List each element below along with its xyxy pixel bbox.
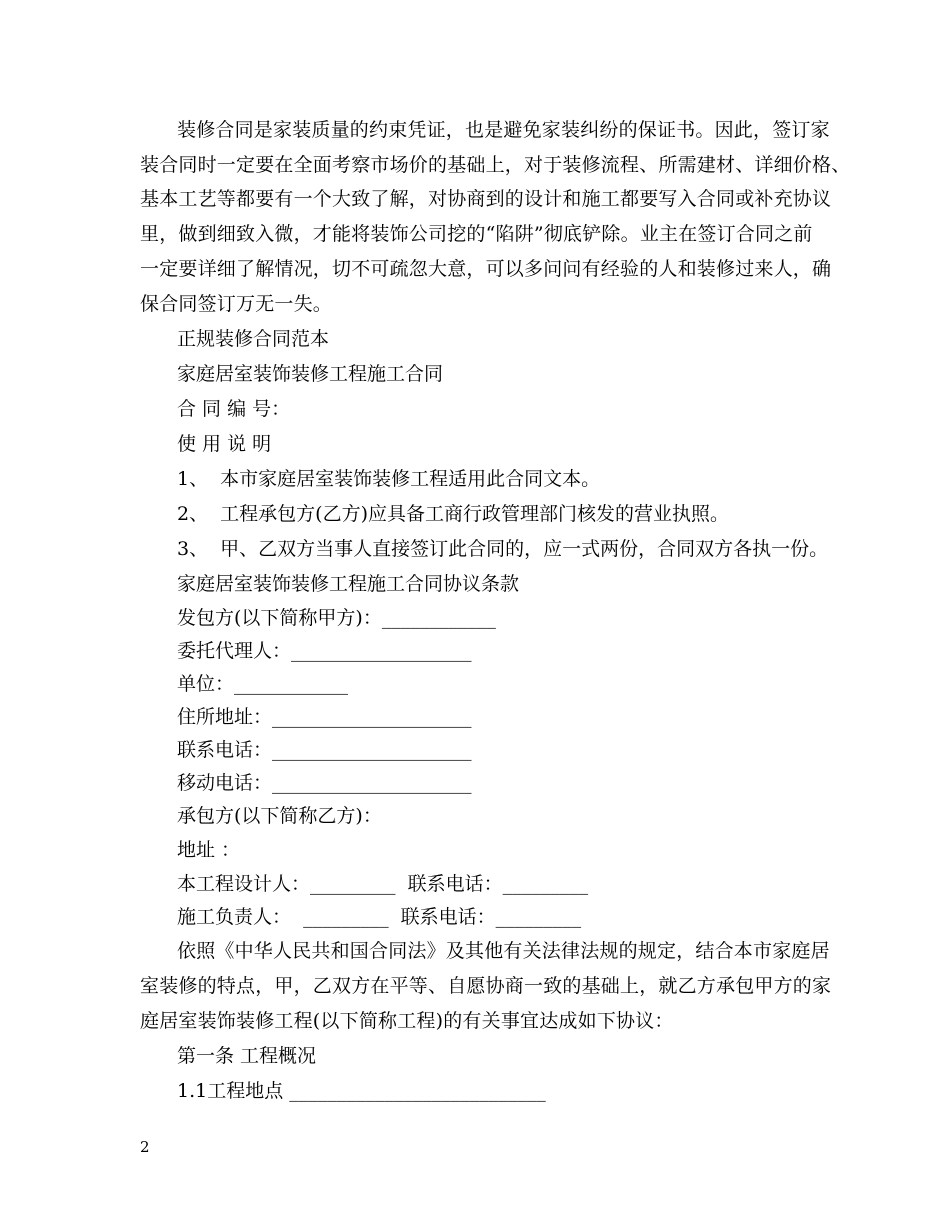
heading-model: 正规装修合同范本	[177, 328, 330, 350]
usage-item: 2、 工程承包方(乙方)应具备工商行政管理部门核发的营业执照。	[177, 503, 729, 525]
intro-line: 里，做到细致入微，才能将装饰公司挖的“陷阱”彻底铲除。业主在签订合同之前	[140, 223, 813, 245]
intro-line: 保合同签订万无一失。	[140, 293, 333, 315]
basis-line: 庭居室装饰装修工程(以下简称工程)的有关事宜达成如下协议：	[140, 1010, 674, 1032]
article-1-title: 第一条 工程概况	[177, 1045, 317, 1067]
field-unit: 单位：____________	[177, 673, 349, 695]
intro-line: 基本工艺等都要有一个大致了解，对协商到的设计和施工都要写入合同或补充协议	[140, 188, 832, 210]
usage-title: 使 用 说 明	[177, 433, 272, 455]
usage-item: 3、 甲、乙双方当事人直接签订此合同的，应一式两份，合同双方各执一份。	[177, 538, 829, 560]
field-mobile: 移动电话：_____________________	[177, 772, 472, 794]
field-b-address: 地址 ：	[177, 839, 241, 861]
article-1-1: 1.1工程地点 ___________________________	[177, 1080, 546, 1102]
intro-line: 装修合同是家装质量的约束凭证，也是避免家装纠纷的保证书。因此，签订家	[177, 119, 830, 141]
field-agent: 委托代理人：___________________	[177, 640, 472, 662]
field-address: 住所地址：_____________________	[177, 706, 472, 728]
agreement-title: 家庭居室装饰装修工程施工合同协议条款	[177, 573, 520, 595]
basis-line: 依照《中华人民共和国合同法》及其他有关法律法规的规定，结合本市家庭居	[177, 940, 830, 962]
contract-number-label: 合 同 编 号：	[177, 398, 291, 420]
heading-contract: 家庭居室装饰装修工程施工合同	[177, 363, 444, 385]
field-designer: 本工程设计人：_________ 联系电话：_________	[177, 873, 589, 895]
basis-line: 室装修的特点，甲，乙双方在平等、自愿协商一致的基础上，就乙方承包甲方的家	[140, 975, 832, 997]
field-party-a: 发包方(以下简称甲方)：____________	[177, 607, 496, 629]
field-phone: 联系电话：_____________________	[177, 739, 472, 761]
field-construction-lead: 施工负责人： _________ 联系电话：_________	[177, 906, 582, 928]
field-party-b: 承包方(以下简称乙方)：	[177, 805, 382, 827]
usage-item: 1、 本市家庭居室装饰装修工程适用此合同文本。	[177, 468, 601, 490]
intro-line: 一定要详细了解情况，切不可疏忽大意，可以多问问有经验的人和装修过来人，确	[140, 258, 832, 280]
intro-line: 装合同时一定要在全面考察市场价的基础上，对于装修流程、所需建材、详细价格、	[140, 154, 851, 176]
page-number: 2	[140, 1138, 150, 1156]
